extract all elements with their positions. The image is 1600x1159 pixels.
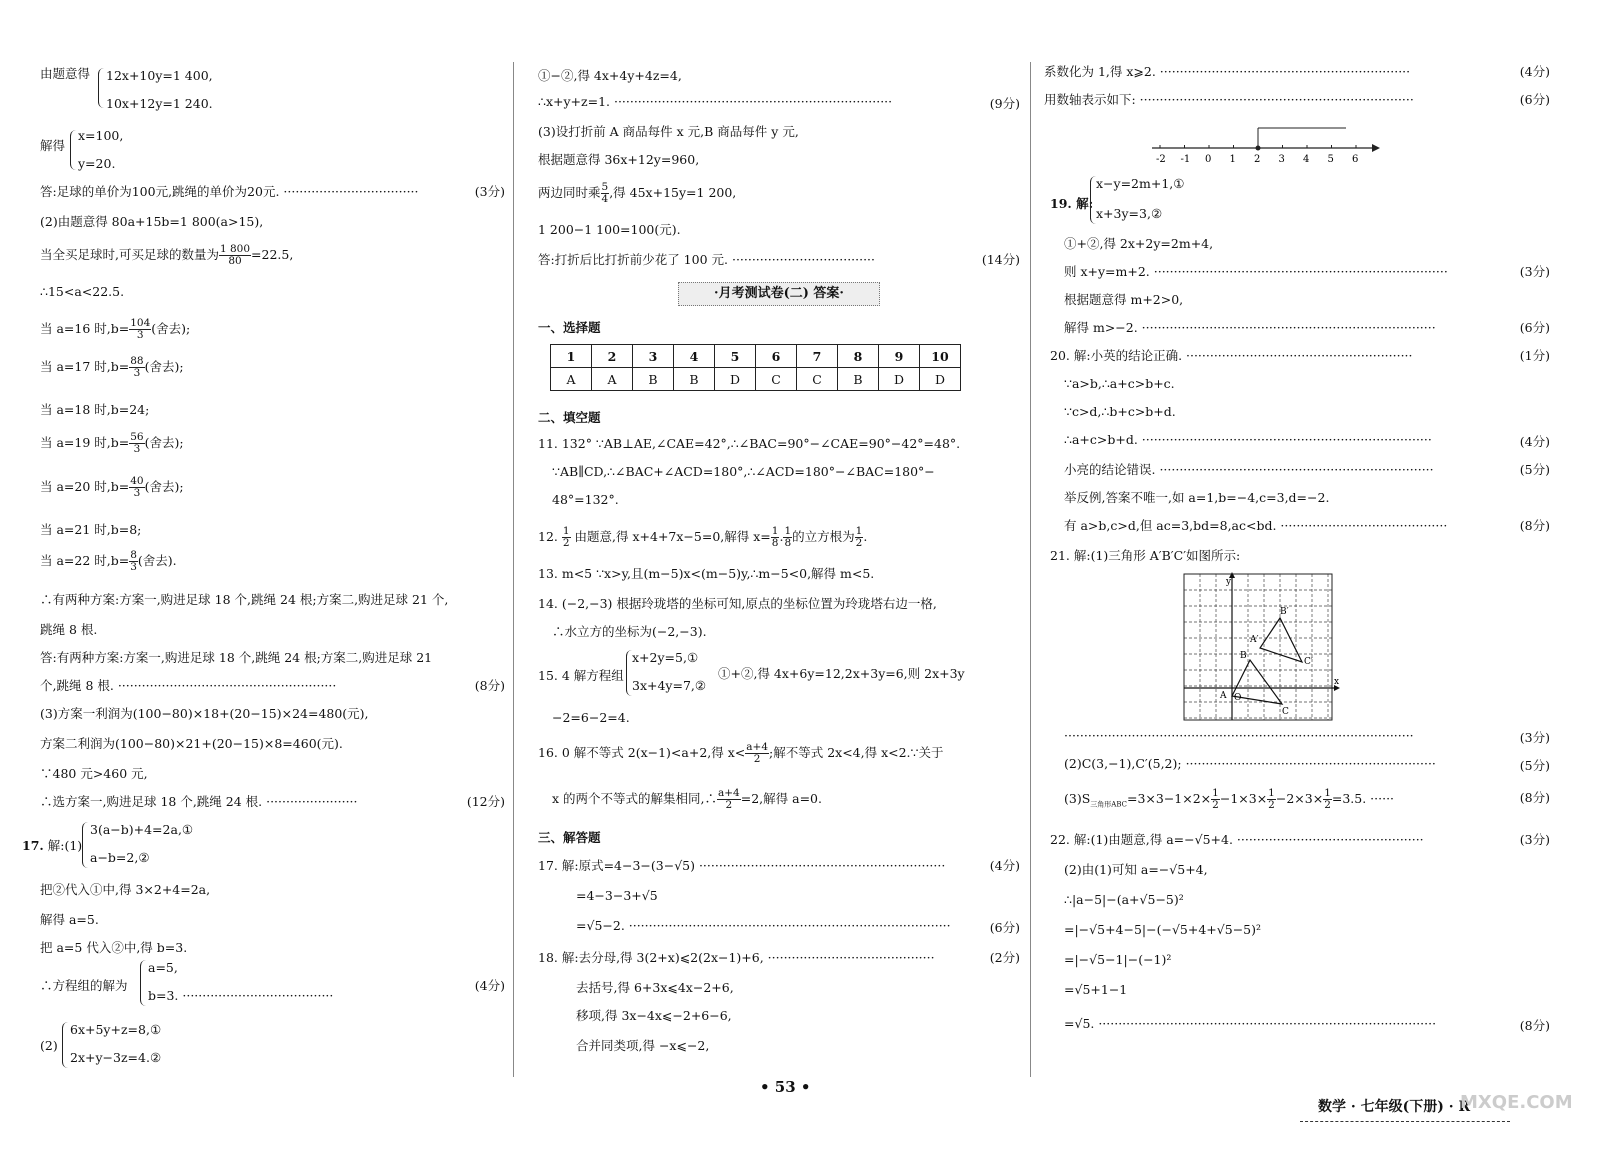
text-line: 用数轴表示如下: ····································································· (6分) (1044, 92, 1550, 107)
svg-text:B′: B′ (1280, 607, 1289, 617)
table-answer-cell: A (592, 368, 633, 391)
text-line: 解得 a=5. (40, 912, 99, 927)
text-line: 根据题意得 36x+12y=960, (538, 152, 700, 167)
text-line: ∴选方案一,购进足球 18 个,跳绳 24 根. ······················· (12分) (40, 794, 505, 809)
axis-tick-label: 6 (1352, 154, 1359, 165)
text-line: 个,跳绳 8 根. ······················································· (8分) (40, 678, 505, 693)
section-heading: 二、填空题 (538, 410, 601, 425)
svg-text:C′: C′ (1304, 657, 1313, 667)
axis-tick-label: -2 (1156, 154, 1166, 165)
text-line: ∴有两种方案:方案一,购进足球 18 个,跳绳 24 根;方案二,购进足球 21 个, (40, 592, 449, 607)
equation: y=20. (78, 156, 116, 171)
text-line: (2) (40, 1038, 58, 1053)
table-header-cell: 8 (838, 345, 879, 368)
table-answer-cell: C (797, 368, 838, 391)
text-line: 22. 解:(1)由题意,得 a=−√5+4. ··············································· (3分) (1050, 832, 1550, 847)
text-line: 去括号,得 6+3x⩽4x−2+6, (576, 980, 734, 995)
text-line: (2)由(1)可知 a=−√5+4, (1064, 862, 1208, 877)
text-line: 当 a=17 时,b= $\frac{88}{3}$ (舍去); (40, 355, 184, 379)
section-heading: 一、选择题 (538, 320, 601, 335)
equation: x+3y=3,② (1096, 206, 1163, 221)
svg-text:C: C (1282, 707, 1289, 717)
table-header-cell: 9 (879, 345, 920, 368)
table-answer-cell: D (715, 368, 756, 391)
equation: x+2y=5,① (632, 650, 699, 665)
table-header-cell: 3 (633, 345, 674, 368)
axis-tick-label: -1 (1180, 154, 1191, 165)
axis-tick-label: 3 (1278, 154, 1285, 165)
text-line: (3)设打折前 A 商品每件 x 元,B 商品每件 y 元, (538, 124, 799, 139)
table-answer-cell: C (756, 368, 797, 391)
text: 由题意得 (40, 66, 91, 81)
text-line: 答:足球的单价为100元,跳绳的单价为20元. ·································· (3分) (40, 184, 505, 199)
text-line: =√5+1−1 (1064, 982, 1128, 997)
text-line: ∴方程组的解为 (4分) (40, 978, 505, 993)
equation: 2x+y−3z=4.② (70, 1050, 162, 1065)
column-divider-1 (513, 62, 514, 1077)
text-line: 当 a=18 时,b=24; (40, 402, 150, 417)
text-line: $(3)S_{三角形ABC}=3\times 3-1\times 2\times$ $\frac{1}{2}$ −1×3× $\frac{1}{2}$ −2×3× $\frac{1}{2}$ =3.5. ······ (8分) (1064, 787, 1550, 811)
table-header-cell: 7 (797, 345, 838, 368)
text-line: ∵AB∥CD,∴∠BAC+∠ACD=180°,∴∠ACD=180°−∠BAC=180°− (552, 464, 935, 479)
text-line: =|−√5−1|−(−1)² (1064, 952, 1172, 967)
number-line (1150, 118, 1380, 168)
brace (140, 960, 146, 1006)
text-line: ∴a+c>b+d. ········································································· (4分) (1064, 432, 1550, 449)
svg-text:A′: A′ (1250, 635, 1259, 645)
text-line: =4−3−3+√5 (576, 888, 658, 903)
text-line: 15. 4 解方程组 (538, 668, 624, 683)
text-line: 14. (−2,−3) 根据玲珑塔的坐标可知,原点的坐标位置为玲珑塔右边一格, (538, 596, 937, 611)
equation: 12x+10y=1 400, (106, 68, 213, 83)
text-line: 48°=132°. (552, 492, 619, 507)
text-line: 16. 0 解不等式 2(x−1)<a+2,得 x< $\frac{a+4}{2}$ ;解不等式 2x<4,得 x<2.∵关于 (538, 741, 944, 765)
table-header-cell: 2 (592, 345, 633, 368)
text-line: 合并同类项,得 −x⩽−2, (576, 1038, 710, 1053)
text-line: x 的两个不等式的解集相同,∴ $\frac{a+4}{2}$ =2,解得 a=0. (552, 787, 822, 811)
text-line: ∵480 元>460 元, (40, 766, 148, 781)
question-17-label: 17. 解:(1) (22, 838, 83, 853)
table-header-cell: 5 (715, 345, 756, 368)
axis-tick-label: 4 (1303, 154, 1310, 165)
watermark: MXQE.COM (1460, 1092, 1573, 1113)
text-line: 移项,得 3x−4x⩽−2+6−6, (576, 1008, 732, 1023)
equation: a=5, (148, 960, 178, 975)
brace (62, 1022, 68, 1068)
text-line: ························································································ (3分) (1064, 728, 1550, 745)
table-header-cell: 6 (756, 345, 797, 368)
text-line: 跳绳 8 根. (40, 622, 98, 637)
text-line: 系数化为 1,得 x⩾2. ······························································· (4分) (1044, 64, 1550, 79)
table-answer-cell: D (920, 368, 961, 391)
equation: a−b=2,② (90, 850, 150, 865)
equation: 3(a−b)+4=2a,① (90, 822, 194, 837)
text-line: 有 a>b,c>d,但 ac=3,bd=8,ac<bd. ·········································· (8分) (1064, 518, 1550, 533)
text-line: 方案二利润为(100−80)×21+(20−15)×8=460(元). (40, 736, 343, 751)
text-line: ①+②,得 4x+6y=12,2x+3y=6,则 2x+3y (718, 666, 965, 681)
text-line: ①−②,得 4x+4y+4z=4, (538, 68, 682, 83)
text-line: 把 a=5 代入②中,得 b=3. (40, 940, 188, 955)
text-line: (2)由题意得 80a+15b=1 800(a>15), (40, 214, 264, 229)
coordinate-grid-figure (1182, 572, 1342, 722)
axis-tick-label: 1 (1229, 154, 1236, 165)
text-line: 解得 m>−2. ·········································································· (6分) (1064, 320, 1550, 335)
text-line: ∴|a−5|−(a+√5−5)² (1064, 892, 1184, 907)
text-line: 举反例,答案不唯一,如 a=1,b=−4,c=3,d=−2. (1064, 490, 1330, 505)
text-line: 把②代入①中,得 3×2+4=2a, (40, 882, 211, 897)
text-line: (2)C(3,−1),C′(5,2); ······························································· (5分) (1064, 756, 1550, 773)
section-heading: 三、解答题 (538, 830, 601, 845)
text-line: 答:有两种方案:方案一,购进足球 18 个,跳绳 24 根;方案二,购进足球 21 (40, 650, 433, 665)
answer-table (550, 344, 961, 391)
equation: 6x+5y+z=8,① (70, 1022, 162, 1037)
equation: 3x+4y=7,② (632, 678, 707, 693)
text-line: 根据题意得 m+2>0, (1064, 292, 1184, 307)
axis-tick-label: 0 (1205, 154, 1212, 165)
text-line: 11. 132° ∵AB⊥AE,∠CAE=42°,∴∠BAC=90°−∠CAE=90°−42°=48°. (538, 436, 961, 451)
table-answer-cell: B (674, 368, 715, 391)
axis-tick-label: 5 (1327, 154, 1334, 165)
text-line: ①+②,得 2x+2y=2m+4, (1064, 236, 1214, 251)
text-line: 则 x+y=m+2. ·········································································· (3分) (1064, 264, 1550, 279)
equation: b=3. ······································ (148, 988, 334, 1003)
table-header-cell: 4 (674, 345, 715, 368)
text-line: 当 a=21 时,b=8; (40, 522, 142, 537)
svg-text:y: y (1226, 577, 1232, 587)
table-answer-cell: D (879, 368, 920, 391)
section-title: ·月考测试卷(二) 答案· (678, 282, 880, 306)
text-line: =|−√5+4−5|−(−√5+4+√5−5)² (1064, 922, 1262, 937)
table-answer-cell: B (633, 368, 674, 391)
brace (70, 130, 76, 170)
svg-text:O: O (1234, 693, 1242, 703)
text-line: (3)方案一利润为(100−80)×18+(20−15)×24=480(元), (40, 706, 369, 721)
book-tag: 数学 · 七年级(下册) · R (1318, 1099, 1471, 1115)
text-line: 19. 解: (1050, 196, 1094, 211)
table-answer-cell: B (838, 368, 879, 391)
column-divider-2 (1030, 62, 1031, 1077)
footer-rule (1300, 1121, 1510, 1122)
equation: x−y=2m+1,① (1096, 176, 1185, 191)
axis-tick-label: 2 (1254, 154, 1261, 165)
text-line: 当全买足球时,可买足球的数量为 $\frac{1 800}{80}$ =22.5, (40, 243, 294, 267)
svg-text:B: B (1240, 651, 1247, 661)
text-line: 18. 解:去分母,得 3(2+x)⩽2(2x−1)+6, ·········································· (2分) (538, 950, 1020, 965)
brace (98, 68, 104, 108)
text: 解得 (40, 138, 66, 153)
text-line: 13. m<5 ∵x>y,且(m−5)x<(m−5)y,∴m−5<0,解得 m<5. (538, 566, 875, 581)
text-line: ∴x+y+z=1. ······································································ (9分) (538, 94, 1020, 111)
brace (82, 822, 88, 868)
text-line: −2=6−2=4. (552, 710, 630, 725)
text-line: 当 a=20 时,b= $\frac{40}{3}$ (舍去); (40, 475, 184, 499)
page-number: • 53 • (760, 1078, 811, 1096)
text-line: ∴水立方的坐标为(−2,−3). (552, 624, 707, 639)
svg-text:A: A (1220, 691, 1227, 701)
equation: 10x+12y=1 240. (106, 96, 213, 111)
table-header-cell: 10 (920, 345, 961, 368)
text-line: 21. 解:(1)三角形 A′B′C′如图所示: (1050, 548, 1241, 563)
text-line: 20. 解:小英的结论正确. ························································· (1分) (1050, 348, 1550, 363)
equation: x=100, (78, 128, 124, 143)
text-line: 当 a=19 时,b= $\frac{56}{3}$ (舍去); (40, 431, 184, 455)
text-line: 当 a=22 时,b= $\frac{8}{3}$ (舍去). (40, 549, 177, 573)
text-line: =√5−2. ················································································· (6分) (576, 918, 1020, 935)
text-line: 小亮的结论错误. ····································································· (5分) (1064, 462, 1550, 477)
text-line: ∵c>d,∴b+c>b+d. (1064, 404, 1176, 419)
text-line: 答:打折后比打折前少花了 100 元. ···································· (14分) (538, 252, 1020, 267)
table-answer-cell: A (551, 368, 592, 391)
text-line: 1 200−1 100=100(元). (538, 222, 681, 237)
text-line: ∵a>b,∴a+c>b+c. (1064, 376, 1175, 391)
text-line: 17. 解:原式=4−3−(3−√5) ······························································ (4分) (538, 858, 1020, 873)
text-line: ∴15<a<22.5. (40, 284, 125, 299)
svg-text:x: x (1334, 677, 1340, 687)
table-header-cell: 1 (551, 345, 592, 368)
text-line: 两边同时乘 $\frac{5}{4}$ ,得 45x+15y=1 200, (538, 181, 737, 205)
text-line: =√5. ····················································································· (8分) (1064, 1016, 1550, 1033)
text-line: 12. $\frac{1}{2}$ 由题意,得 x+4+7x−5=0,解得 x= $\frac{1}{8}$ . $\frac{1}{8}$ 的立方根为 $\frac{1}{2}$ . (538, 525, 868, 549)
text-line: 当 a=16 时,b= $\frac{104}{3}$ (舍去); (40, 317, 191, 341)
